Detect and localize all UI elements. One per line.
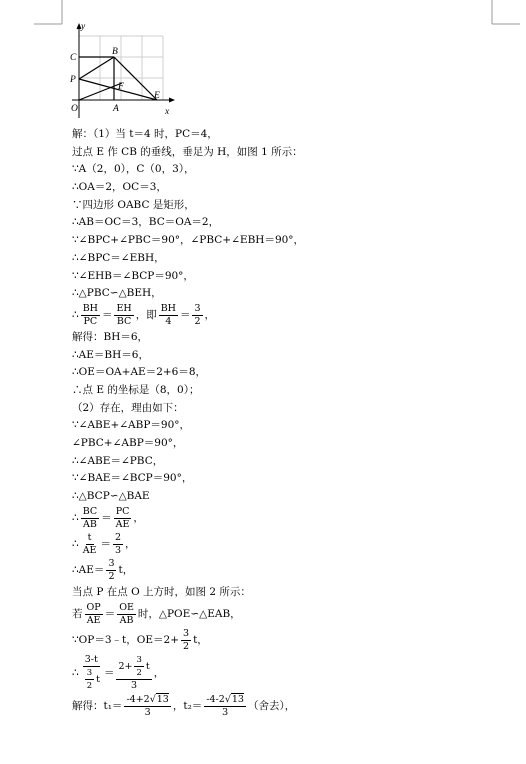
denominator: 2 bbox=[194, 316, 201, 328]
math-text: ∴ bbox=[72, 309, 79, 322]
math-text: t bbox=[96, 674, 100, 686]
label-y: y bbox=[81, 22, 86, 32]
solution-line: 过点 E 作 CB 的垂线，垂足为 H，如图 1 所示： bbox=[72, 145, 303, 158]
fraction bbox=[116, 654, 151, 692]
math-text: ∴ bbox=[72, 666, 79, 679]
solution-line-ae bbox=[72, 558, 512, 584]
solution-line: ∴OE＝OA+AE＝2+6＝8， bbox=[72, 366, 207, 379]
label-x: x bbox=[165, 107, 170, 117]
math-text: ＝ bbox=[100, 537, 111, 550]
fraction bbox=[134, 654, 143, 679]
numerator: t bbox=[87, 532, 92, 544]
geometry-figure bbox=[66, 18, 176, 122]
solution-line: ∴AE＝BH＝6， bbox=[72, 348, 149, 361]
solution-line-op-oe bbox=[72, 627, 512, 653]
denominator: 2 bbox=[183, 640, 190, 652]
x-axis-arrow bbox=[169, 98, 175, 103]
math-text: ＝ bbox=[179, 309, 191, 322]
label-E: E bbox=[154, 91, 160, 101]
numerator: 3 bbox=[108, 558, 115, 570]
fraction bbox=[159, 303, 178, 328]
solution-line: ∴∠ABE＝∠PBC， bbox=[72, 454, 164, 467]
numerator: BC bbox=[82, 506, 98, 518]
solution-line: ∵∠BPC+∠PBC＝90°，∠PBC+∠EBH＝90°， bbox=[72, 234, 305, 247]
math-text: ， bbox=[153, 666, 165, 679]
denominator: PC bbox=[83, 316, 98, 328]
solution-line: ∴点 E 的坐标是（8，0）； bbox=[72, 383, 200, 396]
solution-line: ∵四边形 OABC 是矩形， bbox=[72, 198, 195, 211]
denominator: AB bbox=[119, 614, 134, 626]
solution-line: ∵∠EHB＝∠BCP＝90°， bbox=[72, 269, 194, 282]
solution-text bbox=[72, 126, 512, 719]
math-text: 2+ bbox=[118, 661, 133, 673]
math-text: 时，△POE∽△EAB， bbox=[137, 607, 241, 620]
math-text: t bbox=[145, 661, 150, 673]
denominator: AE bbox=[82, 545, 97, 557]
numerator: 3 bbox=[194, 303, 201, 315]
denominator: BC bbox=[116, 316, 132, 328]
solution-line: 解得：BH＝6， bbox=[72, 330, 149, 343]
math-text: ，t₂＝ bbox=[172, 699, 203, 712]
solution-line: ∵∠ABE+∠ABP＝90°， bbox=[72, 419, 191, 432]
math-text: ， bbox=[204, 309, 216, 322]
radicand: 13 bbox=[231, 693, 244, 705]
denominator: 2 bbox=[136, 668, 142, 679]
fraction bbox=[114, 303, 133, 328]
math-text: ∴AE＝ bbox=[72, 563, 105, 576]
fraction bbox=[113, 532, 123, 557]
denominator: 2 bbox=[86, 681, 93, 692]
solution-line: （2）存在，理由如下： bbox=[72, 401, 184, 414]
solution-line-ratio-op bbox=[72, 601, 512, 627]
denominator: AB bbox=[82, 519, 97, 531]
sqrt-sign: √ bbox=[149, 693, 156, 705]
denominator: AE bbox=[86, 614, 101, 626]
numerator bbox=[116, 654, 151, 680]
solution-line: ∴△PBC∽△BEH， bbox=[72, 287, 162, 300]
solution-line: 当点 P 在点 O 上方时，如图 2 所示： bbox=[72, 585, 251, 598]
math-text: ＝ bbox=[103, 666, 115, 679]
numerator bbox=[124, 694, 170, 707]
solution-line: ∵∠BAE＝∠BCP＝90°， bbox=[72, 472, 193, 485]
numerator: OP bbox=[86, 601, 101, 613]
math-text: 解得：t₁＝ bbox=[72, 699, 123, 712]
numerator: 3-t bbox=[84, 654, 98, 666]
numerator: BH bbox=[160, 303, 176, 315]
page-corner-mark-right bbox=[490, 0, 520, 26]
solution-line-ratio-bc bbox=[72, 506, 512, 532]
solution-line: 解：（1）当 t＝4 时，PC＝4， bbox=[72, 128, 218, 140]
numerator bbox=[204, 694, 246, 707]
math-text: -4-2 bbox=[206, 693, 225, 705]
numerator: PC bbox=[115, 506, 130, 518]
fraction bbox=[117, 602, 136, 627]
numerator: 3 bbox=[86, 668, 93, 679]
label-B: B bbox=[112, 47, 118, 57]
math-text: ，即 bbox=[135, 309, 157, 322]
math-text: ∴ bbox=[72, 511, 79, 524]
numerator: OE bbox=[119, 601, 134, 613]
math-text: ， bbox=[133, 511, 144, 524]
radicand: 13 bbox=[156, 693, 169, 705]
denominator: 2 bbox=[108, 571, 115, 583]
numerator: BH bbox=[82, 303, 98, 315]
denominator: 3 bbox=[144, 706, 151, 718]
math-text: t， bbox=[193, 633, 208, 646]
solution-line: ∠PBC+∠ABP＝90°， bbox=[72, 437, 184, 449]
fraction bbox=[192, 303, 202, 328]
solution-line-ratio-bh bbox=[72, 303, 512, 329]
math-text: ∵OP＝3﹣t，OE＝2+ bbox=[72, 633, 180, 646]
fraction bbox=[181, 628, 191, 653]
label-C: C bbox=[70, 53, 77, 63]
fraction bbox=[81, 506, 99, 531]
math-text: -4+2 bbox=[126, 693, 150, 705]
solution-line-roots bbox=[72, 693, 512, 719]
segment-PB bbox=[79, 57, 114, 79]
fraction bbox=[106, 558, 116, 583]
solution-line-ratio-t bbox=[72, 532, 512, 558]
denominator: 3 bbox=[114, 545, 122, 557]
page-corner-mark-left bbox=[34, 0, 64, 26]
math-text: ＝ bbox=[101, 511, 112, 524]
label-A: A bbox=[113, 104, 119, 114]
fraction bbox=[81, 654, 102, 692]
fraction bbox=[124, 694, 170, 719]
denominator: 4 bbox=[165, 316, 172, 328]
label-O: O bbox=[71, 104, 78, 114]
math-text: ＝ bbox=[104, 607, 116, 620]
denominator: 3 bbox=[131, 680, 138, 692]
solution-line: ∴OA＝2，OC＝3， bbox=[72, 181, 167, 194]
math-text: ＝ bbox=[101, 309, 113, 322]
fraction bbox=[85, 667, 94, 692]
denominator: 3 bbox=[222, 706, 229, 718]
numerator: 2 bbox=[114, 532, 122, 544]
math-text: ∴ bbox=[72, 537, 79, 550]
fraction bbox=[204, 694, 246, 719]
math-text: ， bbox=[125, 537, 136, 550]
fraction bbox=[81, 303, 100, 328]
numerator: EH bbox=[116, 303, 132, 315]
math-text: 若 bbox=[72, 607, 83, 620]
label-P: P bbox=[70, 75, 76, 85]
label-F: F bbox=[118, 82, 124, 92]
math-text: t， bbox=[118, 563, 134, 576]
solution-line: ∴△BCP∽△BAE bbox=[72, 490, 150, 503]
fraction bbox=[85, 602, 103, 627]
solution-line-equation bbox=[72, 653, 512, 693]
solution-line: ∵A（2，0），C（0，3）， bbox=[72, 163, 195, 176]
solution-line: ∴∠BPC＝∠EBH， bbox=[72, 251, 165, 264]
solution-line: ∴AB＝OC＝3，BC＝OA＝2， bbox=[72, 216, 220, 229]
fraction bbox=[81, 532, 99, 557]
denominator: AE bbox=[115, 519, 130, 531]
numerator: 3 bbox=[136, 655, 142, 666]
denominator bbox=[81, 667, 102, 692]
fraction bbox=[114, 506, 132, 531]
math-text: （舍去）， bbox=[247, 699, 296, 712]
sqrt-sign: √ bbox=[224, 693, 231, 705]
numerator: 3 bbox=[183, 627, 190, 639]
